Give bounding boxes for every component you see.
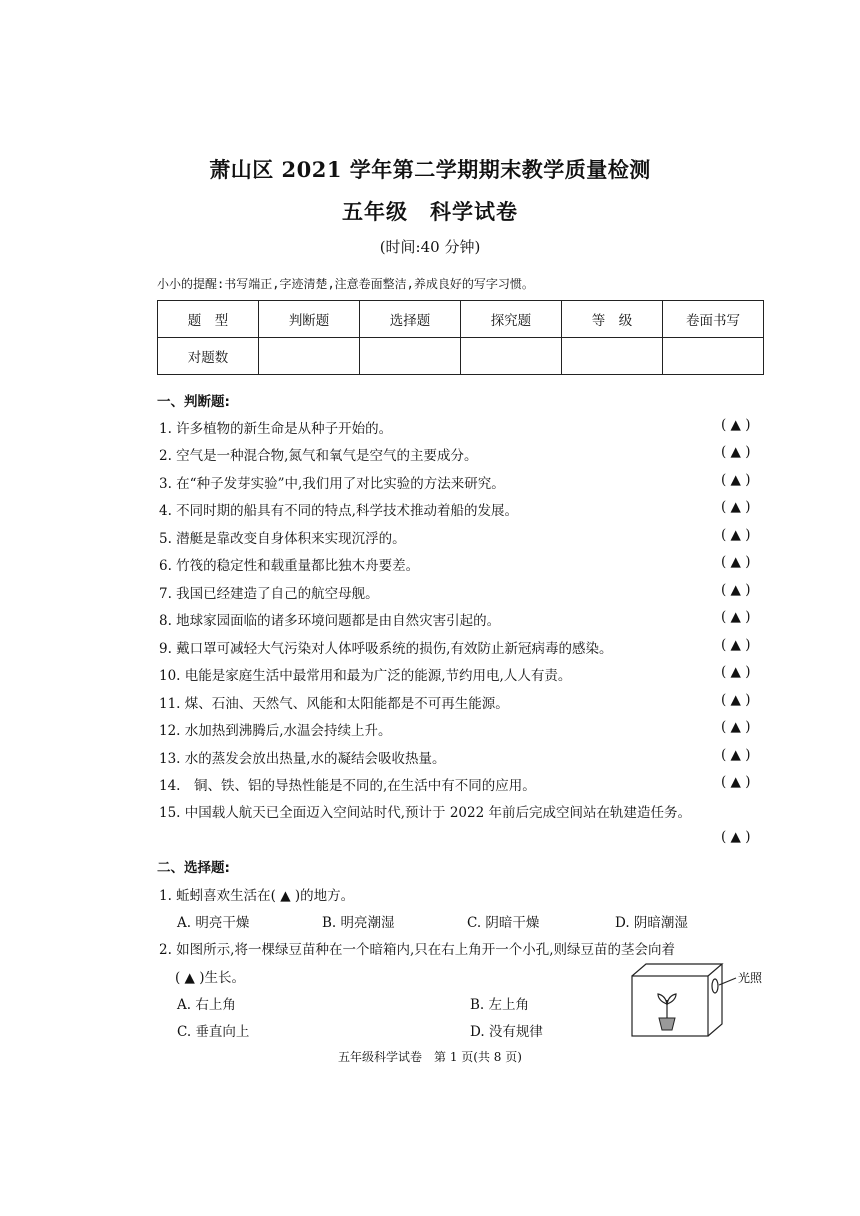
answer-mark: ( ▲ )	[721, 582, 751, 598]
score-cell	[259, 338, 360, 375]
answer-mark: ( ▲ )	[721, 692, 751, 708]
judgment-question: 14. 铜、铁、铝的导热性能是不同的,在生活中有不同的应用。	[159, 778, 536, 794]
answer-mark: ( ▲ )	[721, 417, 751, 433]
page-title: 萧山区 2021 学年第二学期期末教学质量检测	[209, 157, 651, 182]
seedling-leaf-left	[658, 994, 667, 1004]
answer-mark: ( ▲ )	[721, 747, 751, 763]
judgment-question: 13. 水的蒸发会放出热量,水的凝结会吸收热量。	[159, 751, 446, 767]
score-cell	[561, 338, 662, 375]
small-hole	[712, 979, 718, 993]
exam-time: (时间:40 分钟)	[379, 238, 481, 256]
choice-option: A. 明亮干燥	[177, 915, 250, 931]
judgment-question: 7. 我国已经建造了自己的航空母舰。	[159, 586, 379, 602]
judgment-question: 1. 许多植物的新生命是从种子开始的。	[159, 421, 393, 437]
judgment-question: 4. 不同时期的船具有不同的特点,科学技术推动着船的发展。	[159, 503, 518, 519]
page-subtitle: 五年级 科学试卷	[342, 199, 518, 224]
score-table-row	[158, 338, 764, 375]
answer-mark: ( ▲ )	[721, 472, 751, 488]
judgment-question: 10. 电能是家庭生活中最常用和最为广泛的能源,节约用电,人人有责。	[159, 668, 572, 684]
choice-question-2-line2: ( ▲ )生长。	[175, 970, 245, 986]
answer-mark: ( ▲ )	[721, 444, 751, 460]
judgment-question: 6. 竹筏的稳定性和载重量都比独木舟要差。	[159, 558, 420, 574]
dark-box-diagram	[628, 958, 768, 1040]
seedling-leaf-right	[667, 994, 676, 1004]
answer-mark: ( ▲ )	[721, 527, 751, 543]
answer-mark: ( ▲ )	[721, 637, 751, 653]
judgment-question: 5. 潜艇是靠改变自身体积来实现沉浮的。	[159, 531, 406, 547]
score-header-cell: 题 型	[158, 301, 259, 338]
score-header-cell: 探究题	[460, 301, 561, 338]
section-2-title: 二、选择题:	[157, 860, 230, 876]
choice-option: D. 阴暗潮湿	[615, 915, 688, 931]
answer-mark: ( ▲ )	[721, 774, 751, 790]
judgment-question: 15. 中国载人航天已全面迈入空间站时代,预计于 2022 年前后完成空间站在轨建造任务。	[159, 805, 691, 821]
choice-option: C. 垂直向上	[177, 1024, 250, 1040]
judgment-question: 12. 水加热到沸腾后,水温会持续上升。	[159, 723, 392, 739]
answer-mark: ( ▲ )	[721, 664, 751, 680]
answer-mark: ( ▲ )	[721, 719, 751, 735]
choice-question-2: 2. 如图所示,将一棵绿豆苗种在一个暗箱内,只在右上角开一个小孔,则绿豆苗的茎会向着	[159, 942, 676, 958]
score-cell	[360, 338, 461, 375]
choice-option: A. 右上角	[177, 997, 236, 1013]
judgment-question: 9. 戴口罩可减轻大气污染对人体呼吸系统的损伤,有效防止新冠病毒的感染。	[159, 641, 613, 657]
choice-option: C. 阴暗干燥	[467, 915, 540, 931]
judgment-question: 11. 煤、石油、天然气、风能和太阳能都是不可再生能源。	[159, 696, 509, 712]
judgment-question: 3. 在“种子发芽实验”中,我们用了对比实验的方法来研究。	[159, 476, 505, 492]
box-top-face	[632, 964, 722, 976]
choice-option: B. 左上角	[470, 997, 530, 1013]
answer-mark: ( ▲ )	[721, 499, 751, 515]
flower-pot	[659, 1018, 675, 1030]
judgment-question: 8. 地球家园面临的诸多环境问题都是由自然灾害引起的。	[159, 613, 501, 629]
choice-option: D. 没有规律	[470, 1024, 543, 1040]
light-label: 光照	[738, 971, 763, 985]
score-header-cell: 等 级	[561, 301, 662, 338]
score-cell	[460, 338, 561, 375]
score-table-header-row	[158, 301, 764, 338]
score-row-label: 对题数	[158, 338, 259, 375]
reminder-text: 小小的提醒:书写端正,字迹清楚,注意卷面整洁,养成良好的写字习惯。	[157, 277, 534, 291]
section-1-title: 一、判断题:	[157, 394, 230, 410]
answer-mark: ( ▲ )	[721, 609, 751, 625]
score-cell	[663, 338, 764, 375]
choice-option: B. 明亮潮湿	[322, 915, 395, 931]
score-header-cell: 选择题	[360, 301, 461, 338]
judgment-question: 2. 空气是一种混合物,氮气和氧气是空气的主要成分。	[159, 448, 478, 464]
answer-mark: ( ▲ )	[721, 554, 751, 570]
score-header-cell: 判断题	[259, 301, 360, 338]
answer-mark: ( ▲ )	[721, 829, 751, 845]
dark-box-figure	[628, 958, 768, 1040]
page-footer: 五年级科学试卷 第 1 页(共 8 页)	[338, 1050, 522, 1064]
score-table	[157, 300, 764, 375]
score-header-cell: 卷面书写	[663, 301, 764, 338]
choice-question-1: 1. 蚯蚓喜欢生活在( ▲ )的地方。	[159, 888, 355, 904]
